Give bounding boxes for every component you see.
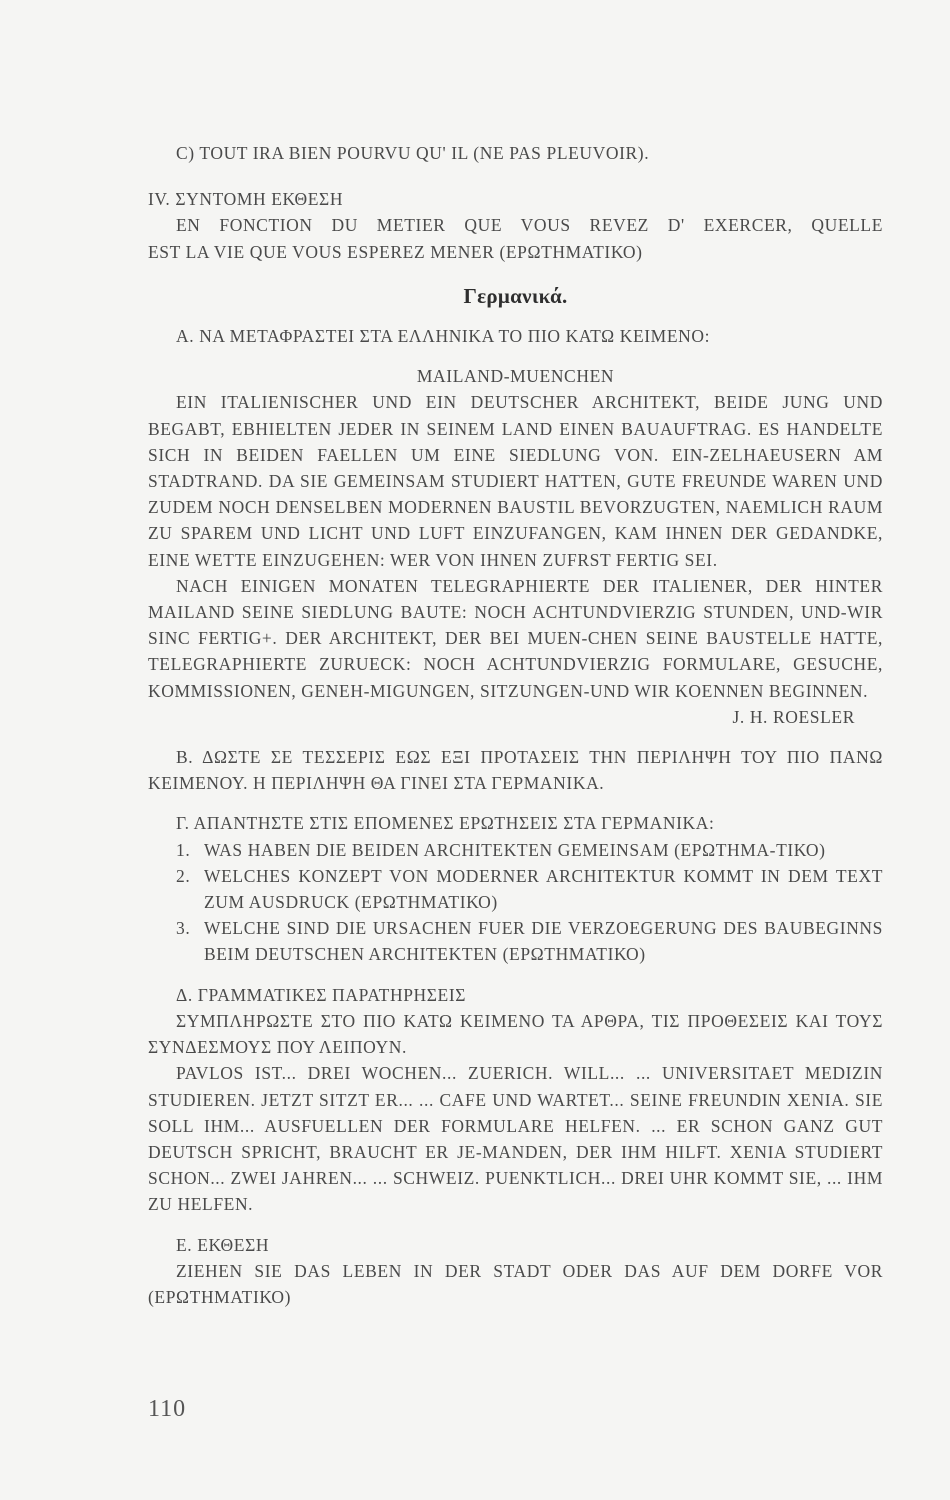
text-author: J. H. ROESLER <box>732 706 855 727</box>
text-column <box>148 140 883 1310</box>
section-d-exercise: PAVLOS IST... DREI WOCHEN... ZUERICH. WILL... ... UNIVERSITAET MEDIZIN STUDIEREN. JETZT SITZT ER... ... CAFE UND WARTET... SEINE FREUNDIN XENIA. SIE SOLL IHM... AUSFUELLEN DER FORMULARE HELFEN. ... ER SCHON GANZ GUT DEUTSCH SPRICHT, BRAUCHT ER JE-MANDEN, DER IHM HILFT. XENIA STUDIERT SCHON... ZWEI JAHREN... ... SCHWEIZ. PUENKTLICH... DREI UHR KOMMT SIE, ... IHM ZU HELFEN. <box>148 1063 883 1215</box>
question-text: WELCHE SIND DIE URSACHEN FUER DIE VERZOEGERUNG DES BAUBEGINNS BEIM DEUTSCHEN ARCHITEKTEN (ΕΡΩΤΗΜΑΤΙΚΟ) <box>204 918 883 965</box>
question-text: WAS HABEN DIE BEIDEN ARCHITEKTEN GEMEINSAM (ΕΡΩΤΗΜΑ-ΤΙΚΟ) <box>204 839 826 860</box>
section-iv-title: IV. ΣΥΝΤΟΜΗ ΕΚΘΕΣΗ <box>148 189 344 210</box>
section-d-instruction: ΣΥΜΠΛΗΡΩΣΤΕ ΣΤΟ ΠΙΟ ΚΑΤΩ ΚΕΙΜΕΝΟ ΤΑ ΑΡΘΡΑ, ΤΙΣ ΠΡΟΘΕΣΕΙΣ ΚΑΙ ΤΟΥΣ ΣΥΝΔΕΣΜΟΥΣ ΠΟΥ ΛΕΙΠΟΥΝ. <box>148 1010 883 1058</box>
question-text: WELCHES KONZEPT VON MODERNER ARCHITEKTUR KOMMT IN DEM TEXT ZUM AUSDRUCK (ΕΡΩΤΗΜΑΤΙΚΟ) <box>204 865 883 913</box>
section-iv-line2: EST LA VIE QUE VOUS ESPEREZ MENER (ΕΡΩΤΗΜΑΤΙΚΟ) <box>148 241 643 262</box>
text-paragraph-1: EIN ITALIENISCHER UND EIN DEUTSCHER ARCHITEKT, BEIDE JUNG UND BEGABT, EBHIELTEN JEDER IN SEINEM LAND EINEN BAUAUFTRAG. ES HANDELTE SICH IN BEIDEN FAELLEN UM EINE SIEDLUNG VON. EIN-ZELHAEUSERN AM STADTRAND. DA SIE GEMEINSAM STUDIERT HATTEN, GUTE FREUNDE WAREN UND ZUDEM NOCH DENSELBEN MODERNEN BAUSTIL BEVORZUGTEN, NAEMLICH RAUM ZU SPAREM UND LICHT UND LUFT EINZUFANGEN, KAM IHNEN DER GEDANDKE, EINE WETTE EINZUGEHEN: WER VON IHNEN ZUFRST FERTIG SEI. <box>148 392 883 570</box>
section-d-label: Δ. ΓΡΑΜΜΑΤΙΚΕΣ ΠΑΡΑΤΗΡΗΣΕΙΣ <box>176 984 467 1005</box>
text-title: MAILAND-MUENCHEN <box>416 366 615 387</box>
text-paragraph-2: NACH EINIGEN MONATEN TELEGRAPHIERTE DER ITALIENER, DER HINTER MAILAND SEINE SIEDLUNG BAUTE: NOCH ACHTUNDVIERZIG STUNDEN, UND-WIR SINC FERTIG+. DER ARCHITEKT, DER BEI MUEN-CHEN SEINE BAUSTELLE HATTE, TELEGRAPHIERTE ZURUECK: NOCH ACHTUNDVIERZIG FORMULARE, GESUCHE, KOMMISSIONEN, GENEH-MIGUNGEN, SITZUNGEN-UND WIR KOENNEN BEGINNEN. <box>148 575 883 701</box>
section-b: Β. ΔΩΣΤΕ ΣΕ ΤΕΣΣΕΡΙΣ ΕΩΣ ΕΞΙ ΠΡΟΤΑΣΕΙΣ ΤΗΝ ΠΕΡΙΛΗΨΗ ΤΟΥ ΠΙΟ ΠΑΝΩ ΚΕΙΜΕΝΟΥ. Η ΠΕΡΙΛΗΨΗ ΘΑ ΓΙΝΕΙ ΣΤΑ ΓΕΡΜΑΝΙΚΑ. <box>148 747 883 794</box>
section-e-label: Ε. ΕΚΘΕΣΗ <box>176 1234 270 1255</box>
question-3 <box>148 915 883 967</box>
french-item-c: C) TOUT IRA BIEN POURVU QU' IL (NE PAS PLEUVOIR). <box>176 143 650 163</box>
question-2 <box>148 863 883 915</box>
section-g-label: Γ. ΑΠΑΝΤΗΣΤΕ ΣΤΙΣ ΕΠΟΜΕΝΕΣ ΕΡΩΤΗΣΕΙΣ ΣΤΑ ΓΕΡΜΑΝΙΚΑ: <box>176 813 715 834</box>
question-number: 3. <box>176 918 191 939</box>
section-iv-line1: EN FONCTION DU METIER QUE VOUS REVEZ D' EXERCER, QUELLE <box>176 215 883 236</box>
section-a-label: Α. ΝΑ ΜΕΤΑΦΡΑΣΤΕΙ ΣΤΑ ΕΛΛΗΝΙΚΑ ΤΟ ΠΙΟ ΚΑΤΩ ΚΕΙΜΕΝΟ: <box>176 326 711 347</box>
german-heading: Γερμανικά. <box>463 283 568 308</box>
section-e-text: ZIEHEN SIE DAS LEBEN IN DER STADT ODER DAS AUF DEM DORFE VOR (ΕΡΩΤΗΜΑΤΙΚΟ) <box>148 1260 883 1307</box>
question-number: 2. <box>176 865 191 886</box>
question-number: 1. <box>176 839 191 860</box>
page-number: 110 <box>148 1396 187 1422</box>
question-1 <box>148 837 883 863</box>
